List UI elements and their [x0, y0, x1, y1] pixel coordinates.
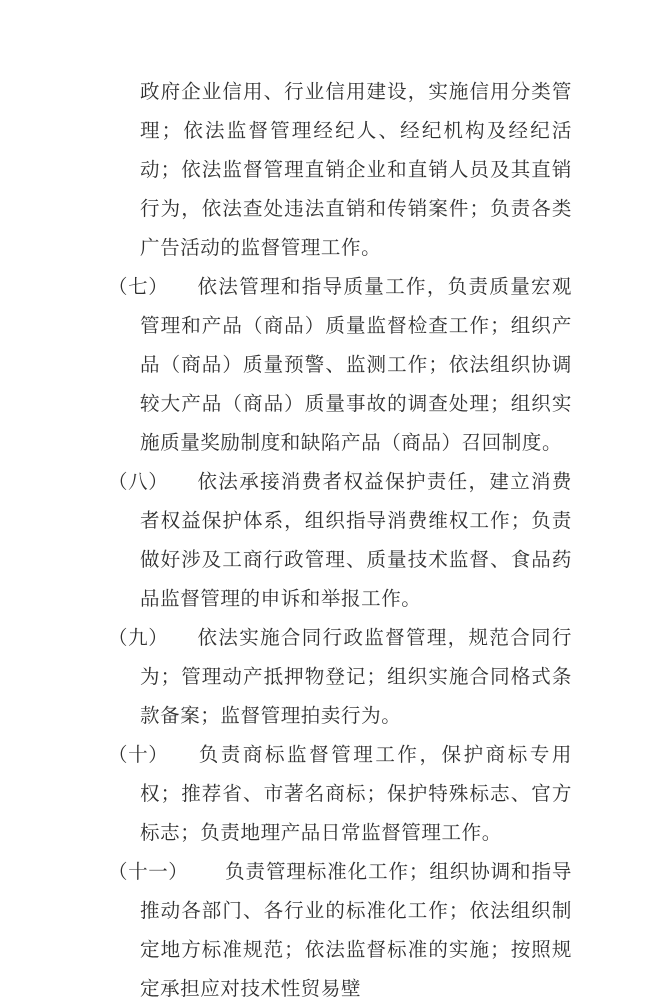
list-marker-8: （八）	[108, 470, 169, 493]
document-body	[108, 72, 572, 1008]
paragraph-item-10	[108, 735, 572, 852]
paragraph-text: 负责管理标准化工作；组织协调和指导推动各部门、各行业的标准化工作；依法组织制定地方标准规范；依法监督标准的实施；按照规定承担应对技术性贸易壁	[140, 860, 572, 1000]
paragraph-item-11	[108, 852, 572, 1008]
list-marker-7: （七）	[108, 275, 169, 298]
paragraph-text: 依法承接消费者权益保护责任，建立消费者权益保护体系，组织指导消费维权工作；负责做好涉及工商行政管理、质量技术监督、食品药品监督管理的申诉和举报工作。	[140, 470, 572, 610]
list-marker-10: （十）	[108, 743, 169, 766]
paragraph-text: 负责商标监督管理工作，保护商标专用权；推荐省、市著名商标；保护特殊标志、官方标志；负责地理产品日常监督管理工作。	[140, 743, 572, 844]
paragraph-text: 依法实施合同行政监督管理，规范合同行为；管理动产抵押物登记；组织实施合同格式条款备案；监督管理拍卖行为。	[140, 626, 572, 727]
list-marker-9: （九）	[108, 626, 169, 649]
paragraph-item-8	[108, 462, 572, 618]
list-marker-11: （十一）	[108, 860, 189, 883]
paragraph-item-9	[108, 618, 572, 735]
paragraph-text: 政府企业信用、行业信用建设，实施信用分类管理；依法监督管理经纪人、经纪机构及经纪活动；依法监督管理直销企业和直销人员及其直销行为，依法查处违法直销和传销案件；负责各类广告活动的监督管理工作。	[140, 80, 572, 259]
paragraph-continuation	[108, 72, 572, 267]
paragraph-item-7	[108, 267, 572, 462]
paragraph-text: 依法管理和指导质量工作，负责质量宏观管理和产品（商品）质量监督检查工作；组织产品（商品）质量预警、监测工作；依法组织协调较大产品（商品）质量事故的调查处理；组织实施质量奖励制度和缺陷产品（商品）召回制度。	[140, 275, 572, 454]
